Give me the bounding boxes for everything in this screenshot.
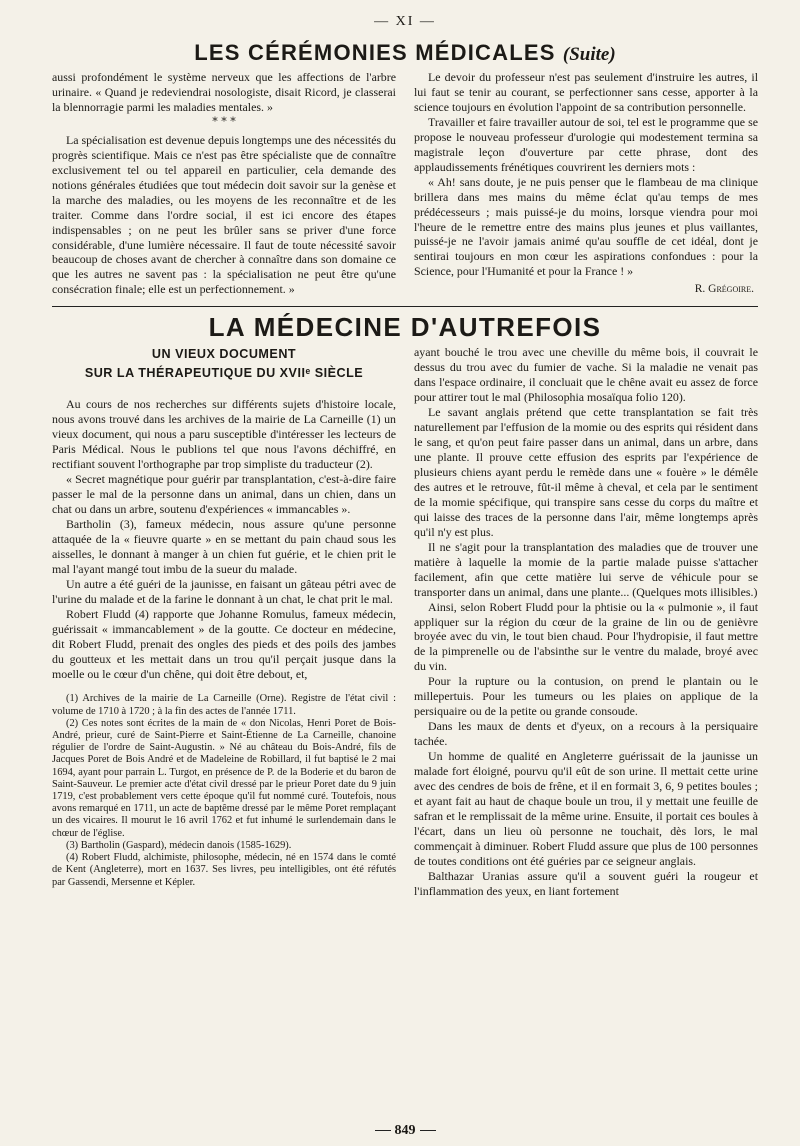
paragraph: aussi profondément le système nerveux que les affections de l'arbre urinaire. « Quand je redeviendrai nosologiste, disait Ricord, je classerai la blennorragie parmi les maladies mentales. » (52, 70, 396, 114)
paragraph: Au cours de nos recherches sur différents sujets d'histoire locale, nous avons trouvé dans les archives de la mairie de La Carneille (1) un vieux document, qui nous a paru susceptible d'intéresser les lecteurs de Paris Médical. Nous le publions tel que nous l'avons déchiffré, en rectifiant souvent l'orthographe par trop simpliste du traducteur (2). (52, 397, 396, 472)
paragraph: Le savant anglais prétend que cette transplantation se fait très naturellement par l'effusion de la momie ou des esprits qui résident dans le sang, et qu'on peut faire passer dans un animal, dans un arbre, dans une plante. Il prouve cette effusion des esprits par l'expérience de plusieurs chiens ayant perdu le remède dans une « fouère » le démêle des autres et le retrouve, fût-il même à cheval, et cela par le sentiment de la momie spécifique, qui transpire sans cesse du corps du maître et qui laisse des traces de la personne dans l'air, même longtemps après qu'il n'y est plus. (414, 405, 758, 539)
article2-left-column (52, 345, 396, 898)
article1-right-column (414, 70, 758, 297)
article2-title: LA MÉDECINE D'AUTREFOIS (208, 312, 602, 343)
footnote: (3) Bartholin (Gaspard), médecin danois (1585-1629). (66, 839, 292, 851)
article2-right-column (414, 345, 758, 898)
article1-suite: (Suite) (562, 44, 616, 65)
article1-left-column (52, 70, 396, 297)
paragraph: Pour la rupture ou la contusion, on prend le plantain ou le millepertuis. Pour les tumeurs ou les plaies on applique de la persiquaire ou de la petite ou grande consoude. (414, 674, 758, 719)
paragraph: Balthazar Uranias assure qu'il a souvent guéri la rougeur et l'inflammation des yeux, en liant fortement (414, 868, 758, 898)
article1-columns (52, 70, 758, 297)
paragraph: La spécialisation est devenue depuis longtemps une des nécessités du progrès scientifique. Mais ce n'est pas être spécialiste que de connaître exclusivement tel ou tel appareil en particulier, cela demande des notions générales étudiées que tout médecin doit savoir sur la genèse et la marche des maladies, ou les moyens de les reconnaître et de les traiter. Comme dans l'ordre social, il est ici encore des étapes indispensables ; on ne peut les brûler sans se priver d'une force considérable, d'une lumière nécessaire. Il faut de toute nécessité savoir beaucoup de choses avant de chercher à connaître dans son domaine ce que les autres ne savent pas : la spécialisation ne peut être qu'une consécration finale; elle est un perfectionnement. » (52, 132, 396, 297)
paragraph: Ainsi, selon Robert Fludd pour la phtisie ou la « pulmonie », il faut appliquer sur la région du cœur de la graine de lin ou de genièvre broyée avec du vin, le tout bien chaud. Pour l'hydropisie, il faut mettre de la pimprenelle ou de l'absinthe sur le ventre du malade, broyé avec du vin. (414, 599, 758, 674)
page-number (52, 1123, 758, 1139)
footnote: (2) Ces notes sont écrites de la main de « don Nicolas, Henri Poret de Bois-André, prieur, curé de Saint-Pierre et Saint-Étienne de La Carneille, chanoine régulier de l'ordre de Saint-Augustin. » Né au château du Bois-André, fils de Jacques Poret de Bois André et de Madeleine de Robillard, il fut baptisé le 2 mai 1694, ayant pour parrain L. Turgot, en présence de P. de la Boderie et du baron de Saint-Sauveur. Le premier acte d'état civil dressé par le prieur Poret date du 9 juin 1719, c'est probablement vers cette époque qu'il fut nommé curé. Toutefois, nous avons remarqué en 1711, un acte de baptême dressé par le même Poret remplaçant un des vicaires. Il mourut le 16 avril 1762 et fut inhumé le surlendemain dans le chœur de l'église. (52, 717, 396, 839)
paragraph: Un homme de qualité en Angleterre guérissait de la jaunisse un malade fort éloigné, pourvu qu'il eût de son urine. Il mettait cette urine avec des cendres de bois de frêne, et il en formait 3, 6, 9 petites boules ; et ayant fait au haut de chaque boule un trou, il y mettait une feuille de safran et le remplissait de la même urine. Ensuite, il portait ces boules à l'écart, dans un lieu où personne ne touchait, dès lors, le mal commençait à diminuer. Robert Fludd assure que plus de 100 personnes de toutes conditions ont été guéries par ce seigneur anglais. (414, 749, 758, 868)
footnote: (4) Robert Fludd, alchimiste, philosophe, médecin, né en 1574 dans le comté de Kent (Angleterre), mort en 1637. Ses livres, peu intelligibles, ont été réfutés par Gassendi, Mersenne et Képler. (52, 852, 396, 888)
top-folio: — XI — (374, 14, 436, 29)
page-number-text: 849 (394, 1123, 416, 1138)
journal-page (52, 14, 758, 1139)
article1-title-line (52, 36, 758, 70)
footnote: (1) Archives de la mairie de La Carneille (Orne). Registre de l'état civil : volume de 1710 à 1720 ; à la fin des actes de l'année 1711. (52, 693, 396, 717)
asterism: * * * (212, 114, 236, 128)
paragraph: Il ne s'agit pour la transplantation des maladies que de trouver une matière à laquelle la momie de la partie malade puisse s'attacher facilement, afin que cette matière lui serve de véhicule pour se transporter dans un animal, dans une plante... (Quelques mots illisibles.) (414, 539, 758, 599)
paragraph: Le devoir du professeur n'est pas seulement d'instruire les autres, il lui faut se tenir au courant, se perfectionner sans cesse, apporter à la science toujours en évolution l'appoint de sa contribution personnelle. (414, 70, 758, 114)
article1-title: LES CÉRÉMONIES MÉDICALES (194, 40, 556, 65)
paragraph: ayant bouché le trou avec une cheville du même bois, il couvrait le dessus du trou avec du fumier de vache. Si la maladie ne venait pas dans l'espace ordinaire, il concluait que le chêne avait eu assez de force pour attirer tout le mal (Philosophia mosaïqua folio 120). (414, 345, 758, 405)
paragraph: Robert Fludd (4) rapporte que Johanne Romulus, fameux médecin, guérissait « immancablement » de la goutte. Ce docteur en médecine, dit Robert Fludd, prenait des ongles des pieds et des poils des jambes du goutteux et les mettait dans un trou qu'il perçait jusque dans la moelle ou le cœur d'un chêne, qui doit être debout, et, (52, 606, 396, 681)
article2-subtitle-1: UN VIEUX DOCUMENT (151, 347, 297, 362)
signature: R. Grégoire. (694, 283, 754, 296)
paragraph: « Secret magnétique pour guérir par transplantation, c'est-à-dire faire passer le mal de la personne dans un animal, dans un chien, dans un chat ou dans un arbre, soutenu d'expériences « immancables ». (52, 472, 396, 517)
article2-subtitle-2: SUR LA THÉRAPEUTIQUE DU XVIIᵉ SIÈCLE (84, 366, 364, 381)
quotation: « Ah! sans doute, je ne puis penser que le flambeau de ma clinique brillera dans mes mains du même éclat qu'au temps de mes prédécesseurs ; mais puissé-je du moins, lorsque viendra pour moi l'heure de le remettre entre des mains plus jeunes et plus vaillantes, puissé-je ne l'avoir jamais animé qu'au souffle de cet idéal, dont je sentirai toujours en mon cœur les aspirations confondues : pour la Science, pour l'Humanité et pour la France ! » (414, 174, 758, 279)
paragraph: Bartholin (3), fameux médecin, nous assure qu'une personne attaquée de la « fieuvre quarte » en se mettant du pain chaud sous les aisselles, le donnant à manger à un chien fut guérie, et le chien prit le mal l'ayant mangé tout imbu de la sueur du malade. (52, 516, 396, 576)
footnotes (52, 693, 396, 888)
paragraph: Travailler et faire travailler autour de soi, tel est le programme que se propose le nouveau professeur d'urologie qui modestement termina sa magistrale leçon d'ouverture par cette phrase, dont des applaudissements frénétiques couvrirent les derniers mots : (414, 114, 758, 174)
article2-columns (52, 345, 758, 898)
paragraph: Un autre a été guéri de la jaunisse, en faisant un gâteau pétri avec de l'urine du malade et de la farine le donnant à un chat, le chat prit le mal. (52, 576, 396, 606)
paragraph: Dans les maux de dents et d'yeux, on a recours à la persiquaire tachée. (414, 719, 758, 749)
